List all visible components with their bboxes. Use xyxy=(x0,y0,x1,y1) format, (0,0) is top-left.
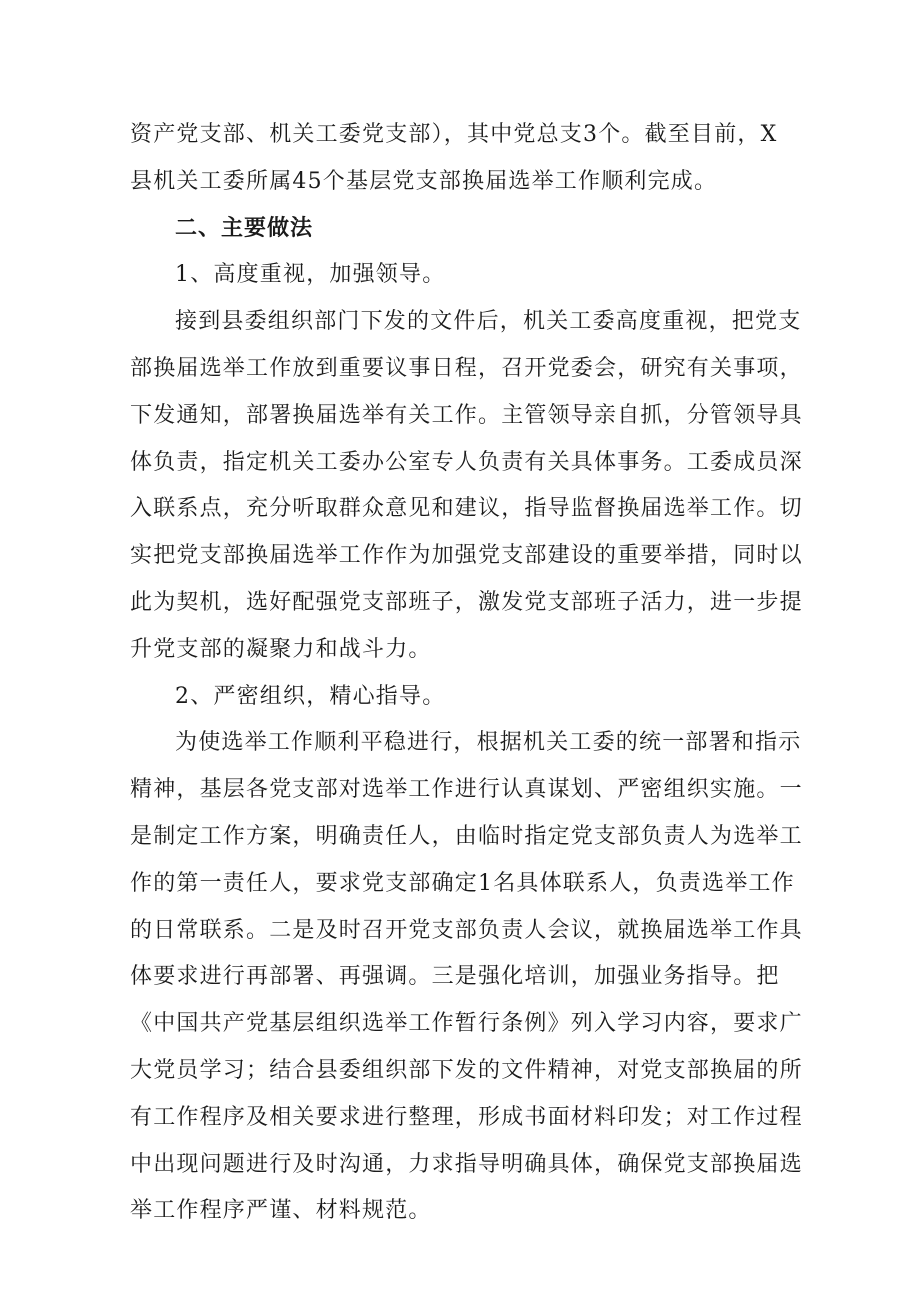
intro-line-1: 资产党支部、机关工委党支部），其中党总支3个。截至目前，X xyxy=(130,122,778,147)
item2-line-7: 《中国共产党基层组织选举工作暂行条例》列入学习内容，要求广 xyxy=(130,1011,803,1037)
item1-line-5: 入联系点，充分听取群众意见和建议，指导监督换届选举工作。切 xyxy=(130,496,803,522)
item2-line-2: 精神，基层各党支部对选举工作进行认真谋划、严密组织实施。一 xyxy=(130,777,803,803)
intro-line-2: 县机关工委所属45个基层党支部换届选举工作顺利完成。 xyxy=(130,168,718,194)
item2-line-4: 作的第一责任人，要求党支部确定1名具体联系人，负责选举工作 xyxy=(130,870,795,896)
item1-title: 1、高度重视，加强领导。 xyxy=(175,262,446,288)
item2-line-6: 体要求进行再部署、再强调。三是强化培训，加强业务指导。把 xyxy=(130,964,780,990)
item2-title: 2、严密组织，精心指导。 xyxy=(175,683,446,709)
item2-line-9: 有工作程序及相关要求进行整理，形成书面材料印发；对工作过程 xyxy=(130,1104,803,1130)
section-heading: 二、主要做法 xyxy=(175,215,314,241)
document-body xyxy=(130,112,803,1235)
item2-line-11: 举工作程序严谨、材料规范。 xyxy=(130,1198,432,1224)
item2-line-3: 是制定工作方案，明确责任人，由临时指定党支部负责人为选举工 xyxy=(130,823,803,849)
item1-line-2: 部换届选举工作放到重要议事日程，召开党委会，研究有关事项， xyxy=(130,355,803,381)
item1-line-8: 升党支部的凝聚力和战斗力。 xyxy=(130,636,432,662)
item1-line-6: 实把党支部换届选举工作作为加强党支部建设的重要举措，同时以 xyxy=(130,543,803,569)
item2-line-5: 的日常联系。二是及时召开党支部负责人会议，就换届选举工作具 xyxy=(130,917,803,943)
item1-line-3: 下发通知，部署换届选举有关工作。主管领导亲自抓，分管领导具 xyxy=(130,402,803,428)
item2-line-1: 为使选举工作顺利平稳进行，根据机关工委的统一部署和指示 xyxy=(175,730,802,756)
item2-line-10: 中出现问题进行及时沟通，力求指导明确具体，确保党支部换届选 xyxy=(130,1151,803,1177)
item2-line-8: 大党员学习；结合县委组织部下发的文件精神，对党支部换届的所 xyxy=(130,1057,803,1083)
item1-line-4: 体负责，指定机关工委办公室专人负责有关具体事务。工委成员深 xyxy=(130,449,803,475)
item1-line-7: 此为契机，选好配强党支部班子，激发党支部班子活力，进一步提 xyxy=(130,589,803,615)
item1-line-1: 接到县委组织部门下发的文件后，机关工委高度重视，把党支 xyxy=(175,309,802,335)
